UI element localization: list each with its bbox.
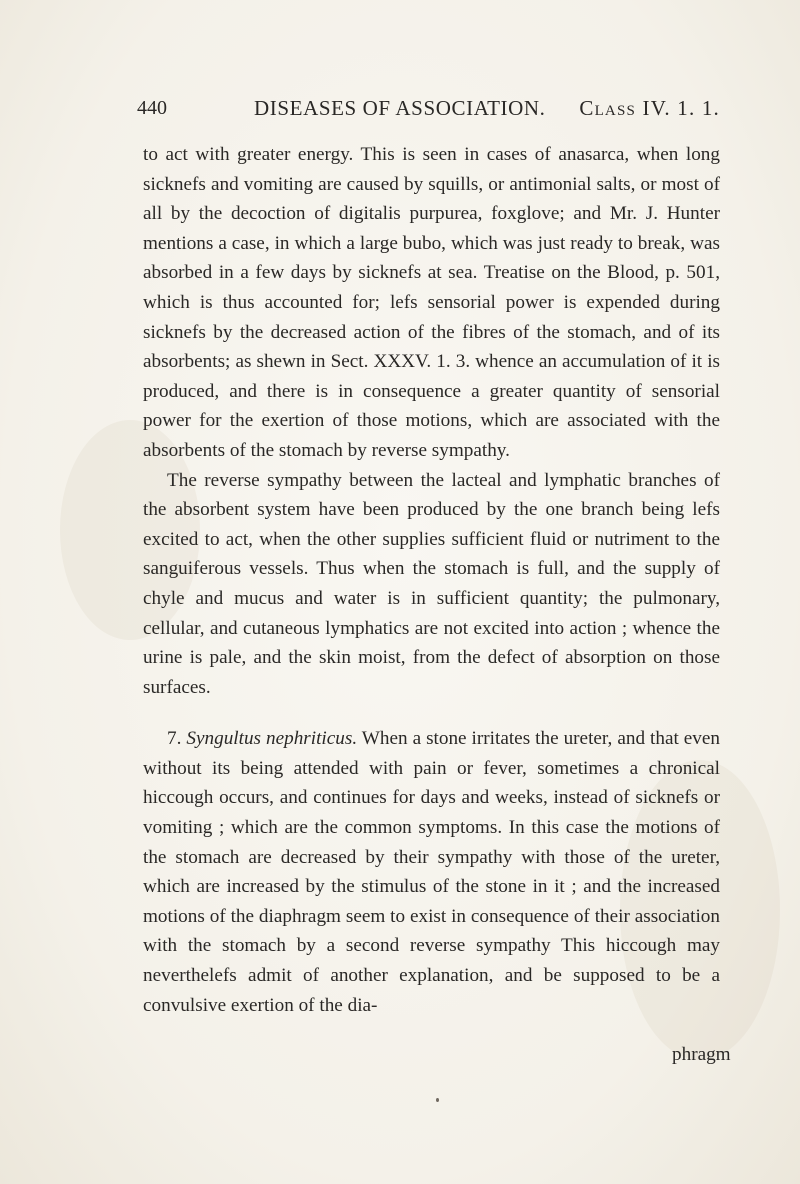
section-number: 7. [167,728,182,750]
body-text [143,140,720,1020]
class-label: Class IV. 1. 1. [579,96,720,120]
catchword: phragm [672,1044,731,1065]
page-number: 440 [137,97,167,119]
page-header [137,95,720,121]
section-text: When a stone irritates the ureter, and that even without its being attended with pain or fever, sometimes a chronical hiccough occurs, and continues for days and weeks, instead of sicknefs or vomiting ; which are the common symptoms. In this case the motions of the stomach are decreased by their sympathy with those of the ureter, which are increased by the stimulus of the stone in it ; and the increased motions of the diaphragm seem to exist in consequence of their association with the stomach by a second reverse sympathy This hiccough may neverthelefs admit of another explanation, and be supposed to be a convulsive exertion of the dia- [143,728,720,1016]
paragraph: to act with greater energy. This is seen in cases of anasarca, when long sicknefs and vomiting are caused by squills, or antimonial salts, or most of all by the decoction of digitalis purpurea, foxglove; and Mr. J. Hunter mentions a case, in which a large bubo, which was just ready to break, was absorbed in a few days by sicknefs at sea. Treatise on the Blood, p. 501, which is thus accounted for; lefs sensorial power is expended during sicknefs by the decreased action of the fibres of the stomach, and of its absorbents; as shewn in Sect. XXXV. 1. 3. whence an accumulation of it is produced, and there is in consequence a greater quantity of sensorial power for the exertion of those motions, which are associated with the absorbents of the stomach by reverse sympathy. [143,144,720,461]
running-head: DISEASES OF ASSOCIATION. [254,96,546,120]
section-title: Syngultus nephriticus. [186,728,358,750]
paragraph: The reverse sympathy between the lacteal and lymphatic branches of the absorbent system have been produced by the one branch being lefs excited to act, when the other supplies sufficient fluid or nutriment to the sanguiferous vessels. Thus when the stomach is full, and the supply of chyle and mucus and water is in sufficient quantity; the pulmonary, cellular, and cutaneous lymphatics are not excited into action ; whence the urine is pale, and the skin moist, from the defect of absorption on those surfaces. [143,469,720,698]
ink-speck [436,1098,439,1102]
section-7 [143,724,720,1020]
